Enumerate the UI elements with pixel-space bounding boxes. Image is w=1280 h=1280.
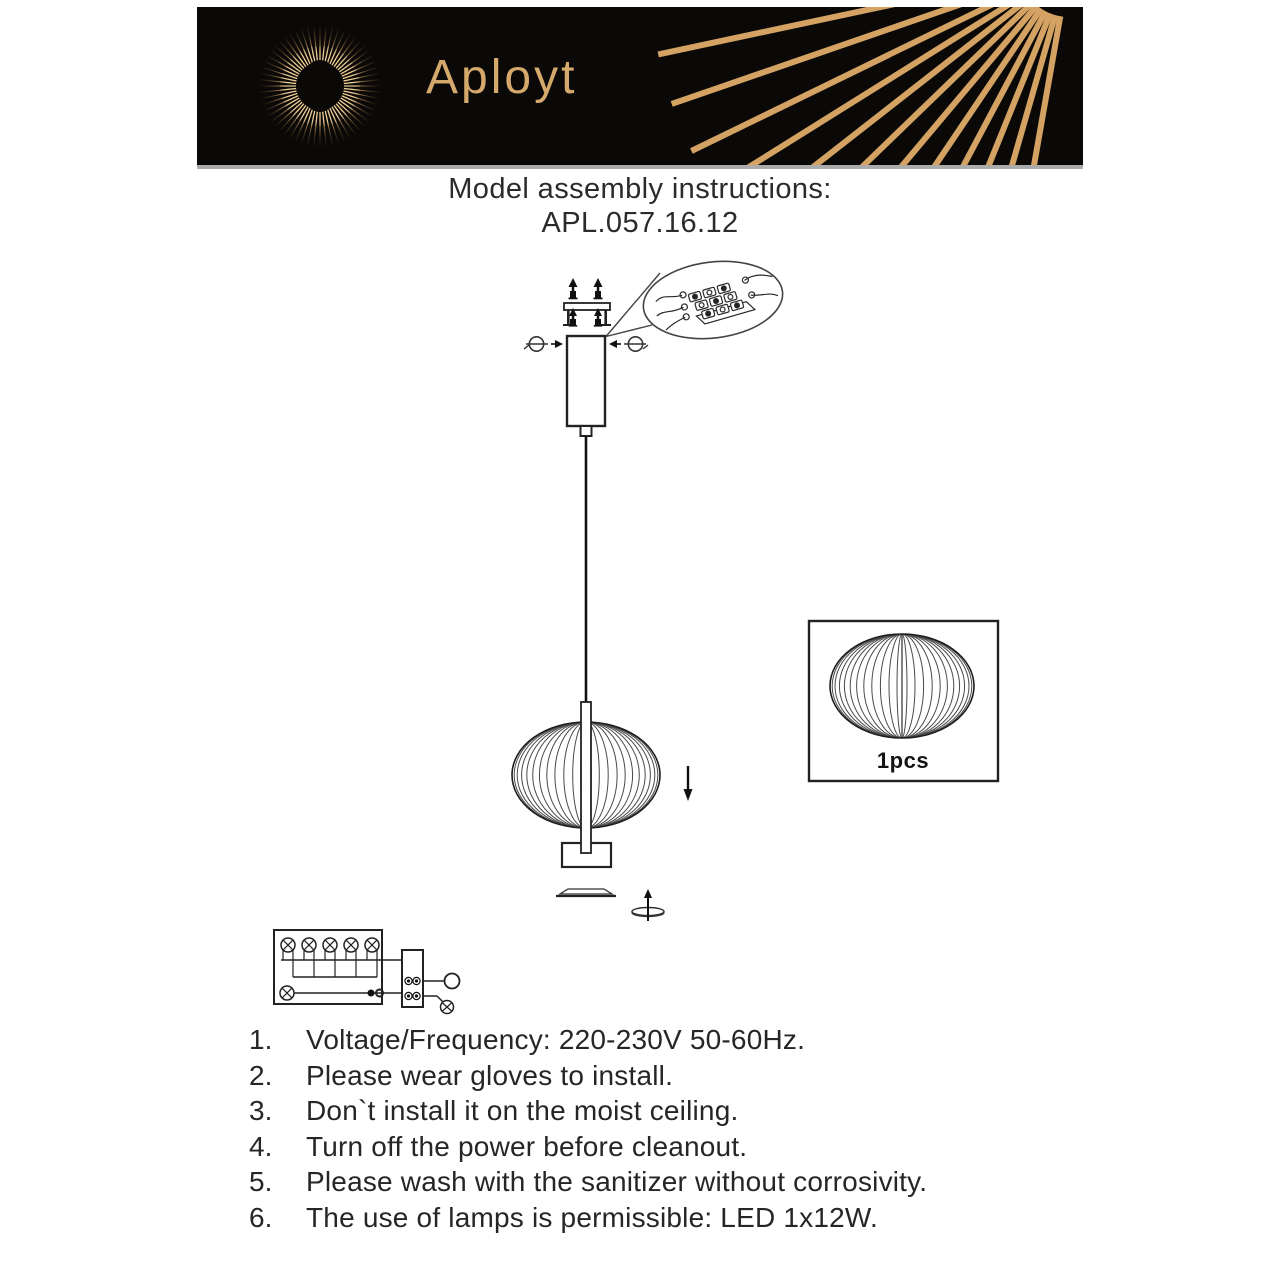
item-text: Voltage/Frequency: 220-230V 50-60Hz. [306, 1024, 806, 1055]
terminal-callout-balloon [606, 255, 787, 346]
assembly-diagram [500, 255, 800, 930]
item-text: The use of lamps is permissible: LED 1x12W. [306, 1201, 878, 1233]
sunburst-center [301, 60, 339, 112]
item-text: Turn off the power before cleanout. [306, 1130, 748, 1162]
item-number: 5. [249, 1166, 273, 1197]
brand-logo-text: Aployt [426, 51, 578, 104]
slide-down-arrow-icon [684, 766, 693, 801]
wiring-diagram [265, 922, 475, 1022]
canopy-neck [581, 426, 592, 436]
brand-banner [197, 7, 1083, 169]
ceiling-screws-icon [569, 278, 603, 299]
parts-count-label: 1pcs [876, 748, 930, 773]
instruction-list [249, 1026, 927, 1239]
list-item [249, 1026, 927, 1054]
diffuser-disc [556, 889, 616, 896]
list-item [249, 1201, 927, 1233]
item-text: Please wear gloves to install. [306, 1059, 674, 1091]
item-text: Don`t install it on the moist ceiling. [306, 1095, 739, 1126]
list-item [249, 1097, 927, 1125]
banner-art [197, 7, 1083, 165]
center-tube [581, 702, 591, 853]
title-line-2: APL.057.16.12 [541, 207, 739, 239]
side-screw-right-icon [609, 337, 648, 351]
document-title [0, 172, 1280, 240]
list-item [249, 1168, 927, 1196]
ceiling-canopy [567, 336, 605, 426]
item-number: 4. [249, 1130, 273, 1162]
output-wires [423, 974, 460, 1014]
fixing-screw-icon [632, 889, 664, 921]
side-screw-left-icon [524, 337, 563, 351]
item-number: 6. [249, 1201, 273, 1233]
item-number: 1. [249, 1024, 273, 1055]
item-text: Please wash with the sanitizer without corrosivity. [306, 1166, 928, 1197]
list-item [249, 1059, 927, 1091]
item-number: 3. [249, 1095, 273, 1126]
list-item [249, 1130, 927, 1162]
wiring-terminal-block [402, 950, 423, 1007]
title-line-1: Model assembly instructions: [448, 173, 832, 205]
item-number: 2. [249, 1059, 273, 1091]
